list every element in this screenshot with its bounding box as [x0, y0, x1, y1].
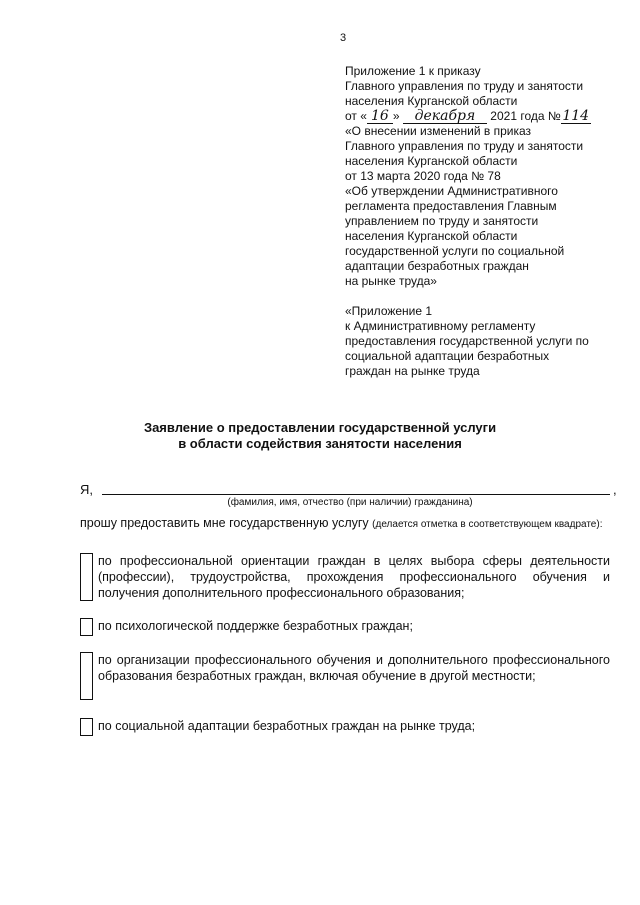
appendix-line: социальной адаптации безработных: [345, 349, 550, 363]
option-label: по организации профессионального обучения и дополнительного профессионального образования безработных граждан, включая обучение в другой местности;: [98, 653, 610, 683]
year-text: 2021 года №: [490, 109, 561, 123]
header-line: управлением по труду и занятости: [345, 214, 539, 228]
handwritten-order-number: 114: [562, 108, 590, 124]
header-line: Приложение 1 к приказу: [345, 64, 481, 78]
appendix-line: «Приложение 1: [345, 304, 433, 318]
header-line: от 13 марта 2020 года № 78: [345, 169, 501, 183]
applicant-name-field[interactable]: [102, 494, 610, 495]
document-title: [60, 420, 580, 452]
handwritten-day: 16: [367, 110, 393, 124]
appendix-line: граждан на рынке труда: [345, 364, 480, 378]
header-line: «Об утверждении Административного: [345, 184, 558, 198]
page-number: 3: [340, 32, 347, 44]
applicant-name-hint: (фамилия, имя, отчество (при наличии) гражданина): [227, 497, 473, 508]
option-label: по психологической поддержке безработных граждан;: [98, 619, 413, 633]
header-line: государственной услуги по социальной: [345, 244, 565, 258]
appendix-line: к Административному регламенту: [345, 319, 536, 333]
header-line: Главного управления по труду и занятости: [345, 79, 584, 93]
applicant-name-row: [80, 478, 620, 498]
header-line: населения Курганской области: [345, 94, 518, 108]
request-note: (делается отметка в соответствующем квадрате):: [372, 519, 603, 530]
header-line: «О внесении изменений в приказ: [345, 124, 531, 138]
option-label: по профессиональной ориентации граждан в целях выбора сферы деятельности (профессии), трудоустройства, прохождения профессионального обучения и получения дополнительного профессионального образования;: [98, 554, 610, 600]
service-option-psychological-support: [80, 618, 610, 636]
request-text: [80, 516, 610, 532]
checkbox-psychological-support[interactable]: [80, 618, 93, 636]
request-main: прошу предоставить мне государственную услугу: [80, 516, 369, 530]
date-mid: »: [392, 109, 400, 123]
header-line: на рынке труда»: [345, 274, 437, 288]
title-line-2: в области содействия занятости населения: [178, 436, 462, 451]
header-line: адаптации безработных граждан: [345, 259, 529, 273]
option-label: по социальной адаптации безработных граждан на рынке труда;: [98, 719, 476, 733]
order-header: [345, 64, 620, 379]
service-option-career-guidance: [80, 553, 610, 601]
checkbox-career-guidance[interactable]: [80, 553, 93, 601]
appendix-line: предоставления государственной услуги по: [345, 334, 589, 348]
handwritten-month: декабря: [403, 110, 487, 124]
title-line-1: Заявление о предоставлении государственной услуги: [143, 420, 497, 435]
date-prefix: от «: [345, 109, 367, 123]
service-option-vocational-training: [80, 652, 610, 700]
checkbox-social-adaptation[interactable]: [80, 718, 93, 736]
header-line: населения Курганской области: [345, 229, 518, 243]
header-line: регламента предоставления Главным: [345, 199, 557, 213]
applicant-label: Я,: [80, 482, 93, 497]
header-line: Главного управления по труду и занятости: [345, 139, 584, 153]
applicant-comma: ,: [613, 482, 617, 497]
service-option-social-adaptation: [80, 718, 610, 736]
order-date-line: [345, 109, 620, 124]
checkbox-vocational-training[interactable]: [80, 652, 93, 700]
header-line: населения Курганской области: [345, 154, 518, 168]
